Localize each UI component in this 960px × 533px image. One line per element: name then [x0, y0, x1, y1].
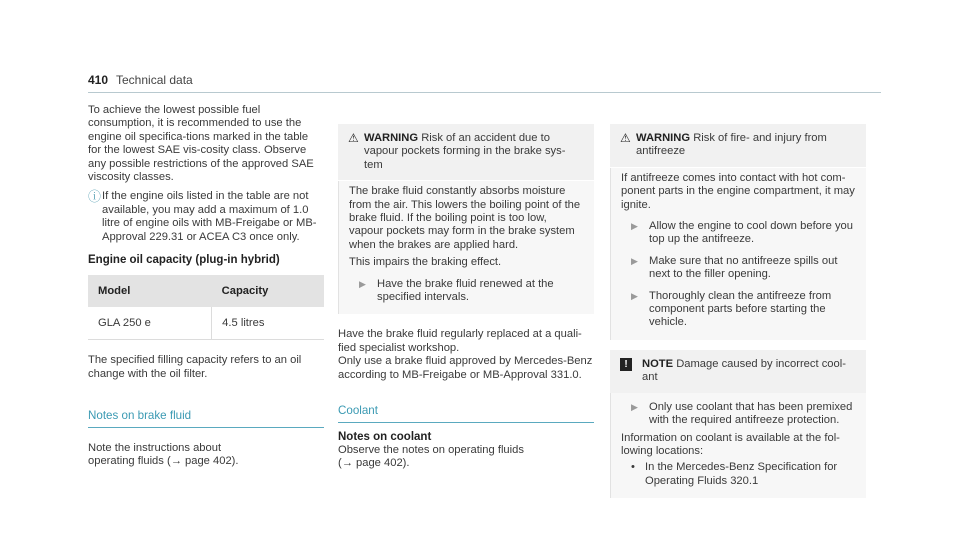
warning-title: Risk of fire- and injury from antifreeze: [636, 132, 827, 158]
section-heading-coolant: Coolant: [338, 404, 594, 422]
warning-step: ▶ Thoroughly clean the antifreeze from component parts before starting the vehicle.: [621, 290, 856, 330]
coolant-heading: Notes on coolant: [338, 430, 432, 443]
page-number: 410: [88, 73, 109, 87]
warning-triangle-icon: ⚠: [348, 131, 359, 145]
warning-title: Risk of an accident due to vapour pockets forming in the brake sys-tem: [364, 132, 566, 171]
warning-box-antifreeze: [610, 124, 866, 340]
warning-label: WARNING: [636, 132, 691, 144]
table-header-capacity: Capacity: [212, 275, 324, 307]
section-heading-brake-fluid: Notes on brake fluid: [88, 409, 324, 427]
warning-body: [338, 181, 594, 314]
column-middle: [338, 124, 594, 471]
note-step: ▶ Only use coolant that has been premixed with the required antifreeze protection.: [621, 401, 856, 428]
warning-text: The brake fluid constantly absorbs moisture from the air. This lowers the boiling point of the brake fluid. If the boiling point is too low, vapour pockets may form in the brake system when the brakes are applied hard.: [349, 185, 581, 251]
note-title: Damage caused by incorrect cool-ant: [642, 357, 846, 384]
page-title: Technical data: [116, 73, 193, 87]
note-header: [610, 350, 866, 393]
column-right: [610, 124, 866, 498]
table-cell-model: GLA 250 e: [88, 307, 212, 340]
warning-header: [338, 124, 594, 181]
table-header-model: Model: [88, 275, 212, 307]
warning-header: [610, 124, 866, 168]
step-arrow-icon: ▶: [631, 290, 638, 301]
warning-box-brake: [338, 124, 594, 314]
note-label: NOTE: [642, 357, 674, 370]
exclamation-icon: !: [620, 358, 632, 371]
brake-approval-text: Only use a brake fluid approved by Mercedes-Benz according to MB-Freigabe or MB-Approval 331.0.: [338, 355, 593, 381]
warning-text: If antifreeze comes into contact with hot com-ponent parts in the engine compartment, it may ignite.: [621, 171, 855, 211]
page-header: [88, 74, 881, 93]
intro-text: To achieve the lowest possible fuel consumption, it is recommended to use the engine oil specifica-tions marked in the table for the lowest SAE vis-cosity class. Observe any possible restrictions of the approved SAE viscosity classes.: [88, 104, 314, 184]
brake-replace-text: Have the brake fluid regularly replaced at a quali-fied specialist workshop.: [338, 328, 582, 354]
warning-triangle-icon: ⚠: [620, 131, 631, 145]
table-cell-capacity: 4.5 litres: [212, 307, 324, 340]
step-arrow-icon: ▶: [359, 278, 366, 289]
step-arrow-icon: ▶: [631, 255, 638, 266]
warning-step: ▶ Have the brake fluid renewed at the specified intervals.: [349, 278, 584, 305]
table-heading: Engine oil capacity (plug-in hybrid): [88, 254, 280, 267]
step-arrow-icon: ▶: [631, 221, 638, 232]
column-left: [88, 104, 324, 469]
coolant-text: Observe the notes on operating fluids (→ page 402).: [338, 443, 524, 470]
warning-step: ▶ Make sure that no antifreeze spills out next to the filler opening.: [621, 255, 856, 282]
note-body: [610, 393, 866, 498]
table-row: [88, 307, 324, 340]
list-item: • In the Mercedes-Benz Specification for Operating Fluids 320.1: [631, 461, 838, 487]
bullet-dot-icon: •: [631, 461, 635, 474]
warning-body: [610, 168, 866, 340]
note-box-coolant: [610, 350, 866, 498]
step-arrow-icon: ▶: [631, 401, 638, 412]
warning-label: WARNING: [364, 132, 419, 144]
filling-text: The specified filling capacity refers to an oil change with the oil filter.: [88, 354, 302, 380]
info-note-text: If the engine oils listed in the table are not available, you may add a maximum of 1.0 litre of engine oils with MB-Freigabe or MB-Approval 229.31 or ACEA C3 once only.: [102, 190, 317, 243]
oil-capacity-table: [88, 275, 324, 340]
brake-fluid-text: Note the instructions about operating fluids (→ page 402).: [88, 441, 239, 468]
info-icon: ⓘ: [88, 189, 102, 205]
warning-step: ▶ Allow the engine to cool down before you top up the antifreeze.: [621, 220, 856, 247]
warning-text-effect: This impairs the braking effect.: [349, 256, 502, 269]
info-note: [88, 190, 324, 244]
coolant-info-text: Information on coolant is available at the fol-lowing locations:: [621, 431, 840, 457]
